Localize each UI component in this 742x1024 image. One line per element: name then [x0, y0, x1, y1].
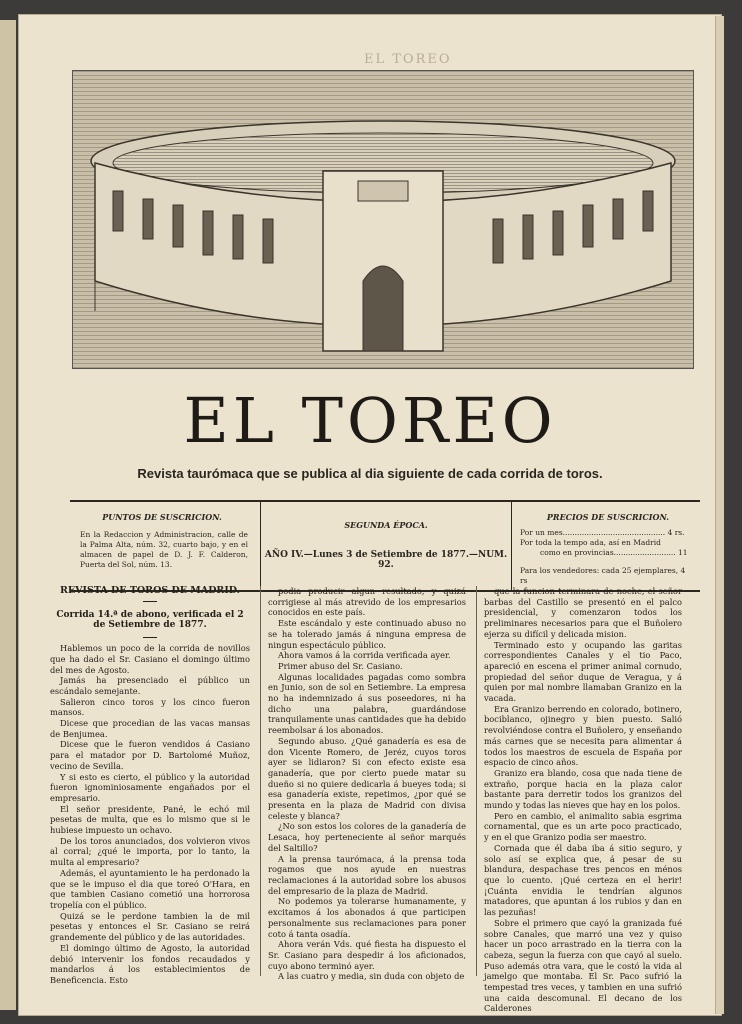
paragraph: Además, el ayuntamiento le ha perdonado la que se le impuso el dia que toreó O'Hara, en que tambien Casiano cometió una horrorosa tropelía con el público. — [50, 867, 250, 910]
epoch-label: SEGUNDA ÉPOCA. — [344, 520, 428, 530]
prices-heading: PRECIOS DE SUSCRICION. — [546, 512, 670, 522]
article-column-1 — [50, 586, 250, 986]
paragraph: Dicese que procedian de las vacas mansas de Benjumea. — [50, 718, 250, 739]
paragraph: Primer abuso del Sr. Casiano. — [278, 660, 403, 671]
paragraph: Granizo era blando, cosa que nada tiene de extraño, porque hacia en la plaza calor bastante para derretir todos los granizos del mundo y todas las nieves que hay en los polos. — [484, 767, 682, 811]
running-header-ghost: EL TOREO — [364, 52, 452, 67]
divider — [143, 637, 157, 638]
paragraph: Jamás ha presenciado el público un escándalo semejante. — [50, 675, 250, 696]
masthead-subtitle: Revista taurómaca que se publica al dia siguiente de cada corrida de toros. — [137, 466, 603, 481]
paragraph: El domingo último de Agosto, la autoridad debió intervenir los fondos recaudados y mandarlos á los establecimientos de Beneficencia. Esto — [50, 942, 250, 985]
price-line-4: Para los vendedores: cada 25 ejemplares, 4 rs — [520, 566, 686, 585]
subscription-prices — [516, 502, 700, 590]
issue-info — [260, 502, 512, 590]
column-separator — [476, 586, 477, 976]
paragraph: que la funcion terminara de noche, el señor barbas del Castillo se presentó en el palco presidencial, y comenzaron todos los preliminares necesarios para que el Buñolero ejerza su difícil y delicada mision. — [484, 586, 682, 639]
price-line-1: Por un mes........................................... 4 rs. — [520, 528, 685, 537]
column-separator — [260, 586, 261, 976]
column-1-body — [50, 643, 250, 986]
paragraph: ¿No son estos los colores de la ganadería de Lesaca, hoy perteneciente al señor marqués del Saltillo? — [268, 821, 466, 853]
paragraph: Dicese que le fueron vendidos á Casiano para el matador por D. Bartolomé Muñoz, vecino de Sevilla. — [50, 739, 250, 771]
points-of-subscription — [70, 502, 254, 590]
article-column-3 — [484, 586, 682, 1014]
paragraph: Algunas localidades pagadas como sombra en Junio, son de sol en Setiembre. La empresa no ha indemnizado á sus poseedores, ni ha dicho una palabra, guardándose tranquilamente unas cantidades que ha debido reembolsar á los abonados. — [268, 671, 466, 736]
paragraph: No podemos ya tolerarse humanamente, y excitamos á los abonados á que participen personalmente sus reclamaciones para poner coto á tanta osadía. — [268, 896, 466, 939]
divider — [143, 601, 157, 602]
paragraph: Pero en cambio, el animalito sabia esgrima cornamental, que es un arte poco practicado, y en el que Granizo podia ser maestro. — [484, 810, 682, 843]
paragraph: Hablemos un poco de la corrida de novillos que ha dado el Sr. Casiano el domingo último del mes de Agosto. — [50, 643, 250, 675]
bullring-engraving — [72, 70, 694, 369]
paragraph: A las cuatro y media, sin duda con objeto de — [278, 971, 465, 982]
article-headline: REVISTA DE TOROS DE MADRID. — [60, 585, 240, 596]
paragraph: Terminado esto y ocupando las garitas correspondientes Canales y el tio Paco, apareció en escena el primer animal cornudo, propiedad del señor duque de Veragua, y á quien por mal nombre llamaban Granizo en la vacada. — [484, 639, 682, 704]
paragraph: De los toros anunciados, dos volvieron vivos al corral; ¿qué le importa, por lo tanto, la multa al empresario? — [50, 835, 250, 868]
paragraph: Segundo abuso. ¿Qué ganadería es esa de don Vicente Romero, de Jeréz, cuyos toros ayer se lidiaron? Si con efecto existe esa ganadería, que por cierto puede matar su dueño si no quiere dedicarla á bueyes toda; si esa ganadería existe, repetimos, ¿por qué se presenta en la plaza de Madrid con divisa celeste y blanca? — [268, 735, 466, 821]
points-text: En la Redaccion y Administracion, calle de la Palma Alta, núm. 32, cuarto bajo, y en el almacen de papel de D. J. F. Calderon, Puerta del Sol, núm. 13. — [80, 530, 248, 569]
article-subhead: Corrida 14.ª de abono, verificada el 2 de Setiembre de 1877. — [56, 609, 244, 631]
paragraph: El señor presidente, Pané, le echó mil pesetas de multa, que es lo mismo que si le hubiese impuesto un ochavo. — [50, 803, 250, 836]
paragraph: A la prensa taurómaca, á la prensa toda rogamos que nos ayude en nuestras reclamaciones á la autoridad sobre los abusos del empresario de la plaza de Madrid. — [268, 853, 466, 896]
price-line-3: como en provincias.......................... 11 — [540, 548, 688, 557]
paragraph: podia producir algun resultado, y quizá corrigiese al más atrevido de los empresarios conocidos en este país. — [268, 586, 466, 618]
column-3-body — [484, 586, 682, 1014]
article-column-2 — [268, 586, 466, 982]
paragraph: Este escándalo y este continuado abuso no se ha tolerado jamás á ninguna empresa de ningun espectáculo público. — [268, 618, 466, 650]
paragraph: Era Granizo berrendo en colorado, botinero, bociblanco, ojinegro y bien puesto. Salió revolviéndose contra el Buñolero, y enseñando más carnes que se necesita para alimentar á todos los maestros de escuela de España por espacio de cinco años. — [484, 703, 682, 768]
paragraph: Ahora vamos á la corrida verificada ayer. — [278, 650, 451, 661]
paragraph: Y si esto es cierto, el público y la autoridad fueron ignominiosamente engañados por el empresario. — [50, 771, 250, 803]
issue-date-line: AÑO IV.—Lunes 3 de Setiembre de 1877.—NUM. 92. — [264, 550, 508, 570]
paragraph: Ahora verán Vds. qué fiesta ha dispuesto el Sr. Casiano para despedir á los aficionados, cuyo abono terminó ayer. — [268, 939, 466, 971]
right-page-edge — [715, 16, 724, 1014]
subscription-info-box — [70, 500, 700, 592]
paragraph: Cornada que él daba iba á sitio seguro, y solo así se explica que, á pesar de su blandura, despachase tres pencos en ménos que lo cuento. ¡Qué certeza en el herir! ¡Cuánta envidia le tendrían algunos matadores, que apuntan á los rubios y dan en las pezuñas! — [484, 842, 682, 918]
paragraph: Quizá se le perdone tambien la de mil pesetas y entonces el Sr. Casiano se reirá grandemente del público y de las autoridades. — [50, 910, 250, 943]
points-heading: PUNTOS DE SUSCRICION. — [102, 512, 222, 522]
price-line-2: Por toda la tempo ada, así en Madrid — [520, 538, 661, 547]
column-2-body — [268, 586, 466, 982]
masthead-title: EL TOREO — [183, 384, 557, 457]
paragraph: Salieron cinco toros y los cinco fueron mansos. — [50, 696, 250, 718]
paragraph: Sobre el primero que cayó la granizada fué sobre Canales, que marró una vez y quiso hacer un poco arrastrado en la tierra con la cabeza, segun la fuerza con que cayó al suelo. Puso además otra vara, que le costó la vida al jamelgo que montaba. El Sr. Paco sufrió la tempestad tres veces, y tambien en una sufrió una caida descomunal. El decano de los Calderones — [484, 917, 682, 1014]
left-page-edge — [0, 20, 16, 1010]
